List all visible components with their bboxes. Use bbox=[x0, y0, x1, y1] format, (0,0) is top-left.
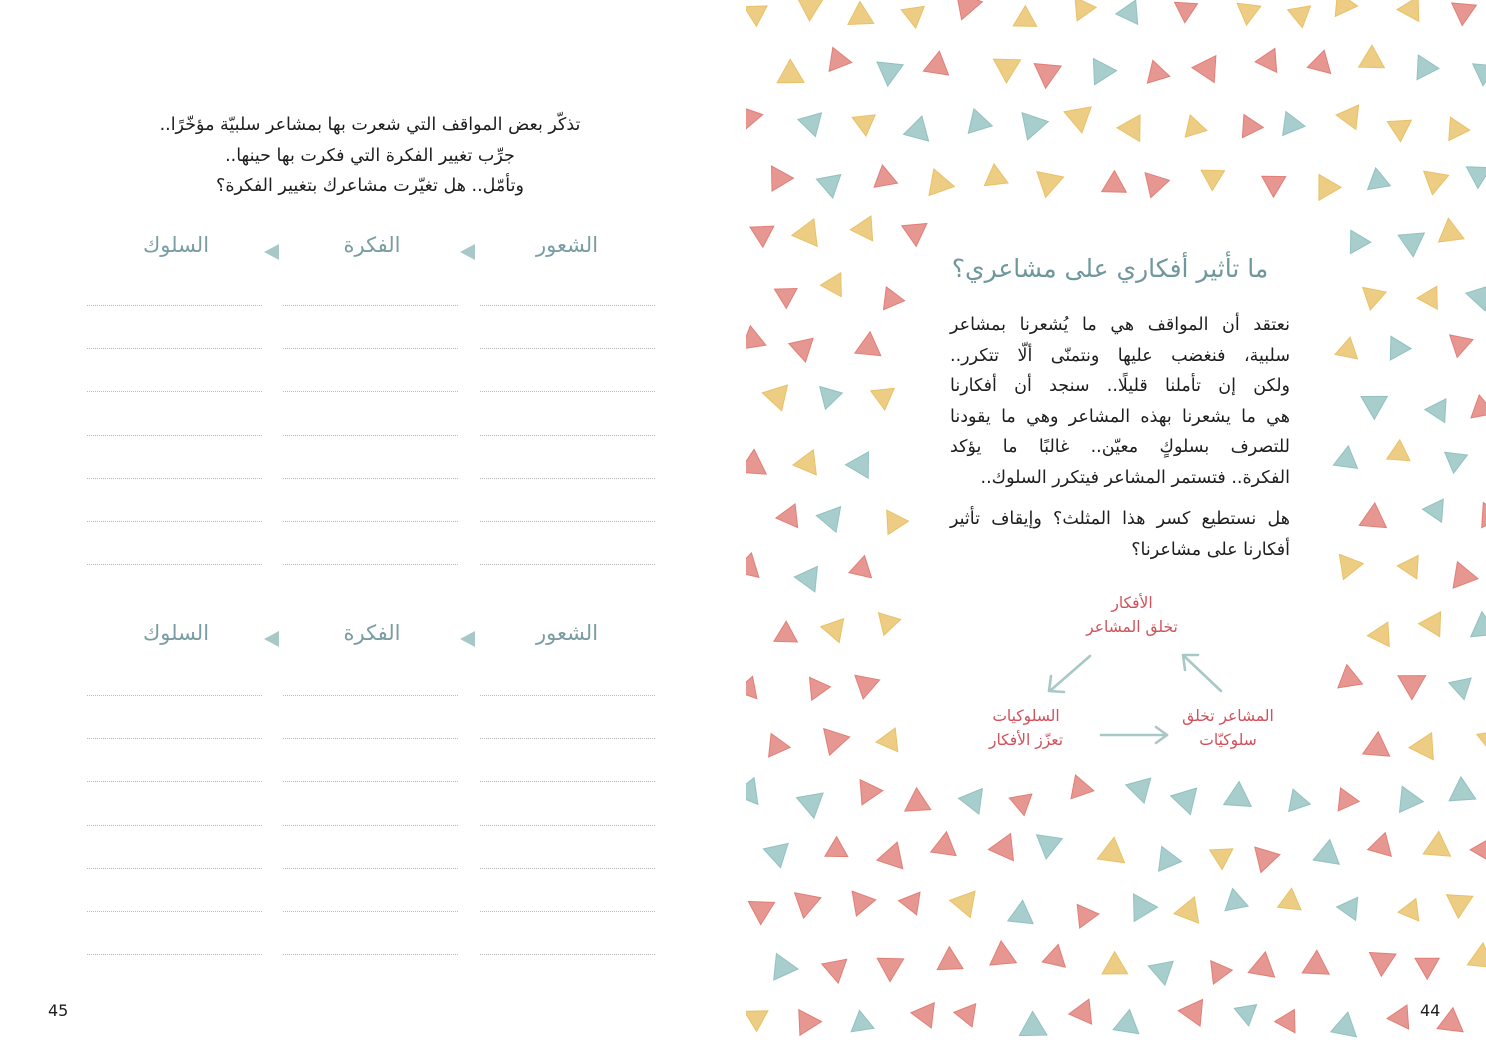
triangle-decoration-icon bbox=[746, 326, 766, 349]
triangle-decoration-icon bbox=[1415, 958, 1439, 979]
writing-line bbox=[283, 695, 458, 696]
triangle-decoration-icon bbox=[884, 287, 905, 310]
triangle-decoration-icon bbox=[1148, 961, 1173, 985]
writing-line bbox=[480, 564, 655, 565]
triangle-decoration-icon bbox=[794, 567, 817, 592]
triangle-decoration-icon bbox=[1255, 48, 1277, 72]
writing-line bbox=[283, 911, 458, 912]
triangle-decoration-icon bbox=[798, 113, 822, 137]
triangle-decoration-icon bbox=[1116, 0, 1138, 24]
writing-line bbox=[480, 738, 655, 739]
triangle-decoration-icon bbox=[923, 51, 948, 75]
writing-line bbox=[480, 868, 655, 869]
triangle-decoration-icon bbox=[1278, 888, 1301, 910]
triangle-decoration-icon bbox=[746, 676, 757, 698]
triangle-decoration-icon bbox=[855, 332, 881, 356]
triangle-decoration-icon bbox=[1171, 788, 1197, 815]
triangle-decoration-icon bbox=[968, 109, 992, 134]
triangle-decoration-icon bbox=[1466, 285, 1486, 311]
triangle-decoration-icon bbox=[1423, 831, 1450, 856]
column-header-behavior: السلوك bbox=[142, 233, 210, 257]
node-label: تخلق المشاعر bbox=[1086, 618, 1178, 636]
triangle-decoration-icon bbox=[1335, 337, 1358, 359]
column-header-thought: الفكرة bbox=[343, 621, 401, 645]
triangle-decoration-icon bbox=[984, 164, 1008, 186]
triangle-decoration-icon bbox=[1368, 168, 1391, 190]
writing-line bbox=[87, 911, 262, 912]
triangle-decoration-icon bbox=[1350, 230, 1371, 253]
column-header-feeling: الشعور bbox=[535, 621, 599, 645]
triangle-decoration-icon bbox=[1473, 64, 1486, 86]
triangle-decoration-icon bbox=[1185, 115, 1207, 137]
triangle-decoration-icon bbox=[950, 891, 975, 918]
triangle-decoration-icon bbox=[1275, 1010, 1295, 1033]
triangle-decoration-icon bbox=[816, 175, 840, 199]
triangle-decoration-icon bbox=[855, 675, 880, 699]
writing-line bbox=[283, 391, 458, 392]
writing-line bbox=[87, 521, 262, 522]
triangle-decoration-icon bbox=[792, 219, 817, 246]
column-header-thought: الفكرة bbox=[343, 233, 401, 257]
triangle-decoration-icon bbox=[1331, 1012, 1357, 1037]
triangle-decoration-icon bbox=[879, 613, 901, 636]
triangle-decoration-icon bbox=[1037, 835, 1063, 859]
writing-line bbox=[87, 954, 262, 955]
triangle-decoration-icon bbox=[1175, 2, 1198, 23]
triangle-decoration-icon bbox=[988, 834, 1013, 861]
triangle-decoration-icon bbox=[1009, 794, 1032, 816]
triangle-decoration-icon bbox=[1417, 286, 1437, 309]
writing-line bbox=[87, 695, 262, 696]
triangle-decoration-icon bbox=[1337, 897, 1358, 920]
writing-line bbox=[87, 868, 262, 869]
triangle-decoration-icon bbox=[1449, 117, 1470, 140]
body-line: هي ما يشعرنا بهذه المشاعر وهي ما يقودنا bbox=[950, 406, 1290, 427]
triangle-decoration-icon bbox=[1437, 1008, 1463, 1032]
triangle-decoration-icon bbox=[1398, 899, 1419, 921]
triangle-decoration-icon bbox=[1387, 120, 1411, 142]
triangle-decoration-icon bbox=[1201, 170, 1224, 191]
triangle-decoration-icon bbox=[1398, 676, 1426, 700]
writing-line bbox=[480, 305, 655, 306]
triangle-decoration-icon bbox=[1242, 115, 1263, 138]
writing-line bbox=[87, 435, 262, 436]
triangle-decoration-icon bbox=[852, 115, 875, 136]
writing-line bbox=[480, 478, 655, 479]
triangle-decoration-icon bbox=[1471, 395, 1486, 418]
node-label: المشاعر تخلق bbox=[1182, 707, 1274, 725]
node-thoughts bbox=[1086, 591, 1178, 639]
writing-line bbox=[480, 695, 655, 696]
triangle-decoration-icon bbox=[1174, 897, 1199, 923]
triangle-decoration-icon bbox=[1467, 943, 1486, 968]
writing-line bbox=[87, 305, 262, 306]
triangle-decoration-icon bbox=[821, 619, 844, 643]
triangle-decoration-icon bbox=[851, 1010, 874, 1031]
triangle-decoration-icon bbox=[1423, 499, 1444, 522]
triangle-decoration-icon bbox=[905, 788, 931, 811]
question-line: أفكارنا على مشاعرنا؟ bbox=[1131, 539, 1290, 560]
triangle-decoration-icon bbox=[1313, 840, 1339, 865]
triangle-left-icon bbox=[264, 244, 279, 260]
triangle-decoration-icon bbox=[774, 621, 798, 642]
triangle-decoration-icon bbox=[1283, 112, 1305, 136]
triangle-decoration-icon bbox=[793, 450, 816, 475]
triangle-decoration-icon bbox=[1450, 335, 1473, 358]
writing-line bbox=[283, 825, 458, 826]
triangle-decoration-icon bbox=[874, 165, 897, 187]
triangle-decoration-icon bbox=[795, 893, 821, 918]
triangle-decoration-icon bbox=[994, 59, 1021, 83]
triangle-left-icon bbox=[460, 244, 475, 260]
triangle-decoration-icon bbox=[1419, 612, 1441, 637]
triangle-decoration-icon bbox=[1225, 889, 1248, 911]
triangle-decoration-icon bbox=[990, 941, 1017, 965]
triangle-decoration-icon bbox=[829, 47, 852, 71]
triangle-decoration-icon bbox=[762, 385, 787, 411]
triangle-decoration-icon bbox=[1400, 786, 1424, 812]
page-number: 44 bbox=[1420, 1001, 1441, 1020]
triangle-decoration-icon bbox=[1069, 999, 1092, 1024]
triangle-decoration-icon bbox=[1102, 952, 1128, 974]
triangle-decoration-icon bbox=[931, 832, 956, 856]
triangle-decoration-icon bbox=[1333, 446, 1357, 469]
triangle-decoration-icon bbox=[1452, 3, 1477, 26]
triangle-decoration-icon bbox=[1037, 172, 1064, 198]
triangle-decoration-icon bbox=[1102, 171, 1127, 193]
triangle-decoration-icon bbox=[1022, 113, 1048, 140]
triangle-decoration-icon bbox=[746, 6, 767, 26]
triangle-decoration-icon bbox=[1248, 952, 1274, 977]
writing-line bbox=[283, 868, 458, 869]
triangle-decoration-icon bbox=[1449, 678, 1471, 700]
triangle-decoration-icon bbox=[1097, 837, 1124, 863]
writing-line bbox=[87, 478, 262, 479]
triangle-decoration-icon bbox=[777, 59, 804, 83]
triangle-decoration-icon bbox=[1368, 833, 1392, 857]
triangle-decoration-icon bbox=[1471, 612, 1486, 637]
triangle-decoration-icon bbox=[774, 954, 798, 981]
writing-line bbox=[480, 521, 655, 522]
triangle-decoration-icon bbox=[1255, 847, 1280, 873]
question-line: هل نستطيع كسر هذا المثلث؟ وإيقاف تأثير bbox=[950, 509, 1290, 529]
writing-line bbox=[480, 825, 655, 826]
triangle-decoration-icon bbox=[1013, 6, 1036, 27]
triangle-decoration-icon bbox=[824, 729, 850, 756]
node-label: السلوكيات bbox=[992, 707, 1060, 725]
writing-line bbox=[283, 781, 458, 782]
triangle-decoration-icon bbox=[810, 677, 831, 700]
triangle-left-icon bbox=[264, 631, 279, 647]
triangle-decoration-icon bbox=[1093, 59, 1116, 85]
triangle-decoration-icon bbox=[904, 116, 929, 141]
triangle-decoration-icon bbox=[1338, 665, 1363, 688]
writing-line bbox=[480, 391, 655, 392]
triangle-decoration-icon bbox=[937, 947, 963, 970]
body-line: الفكرة.. فتستمر المشاعر فيتكرر السلوك.. bbox=[980, 467, 1290, 488]
triangle-decoration-icon bbox=[748, 902, 774, 925]
body-line: ولكن إن تأملنا قليلًا.. سنجد أن أفكارنا bbox=[950, 376, 1290, 396]
triangle-decoration-icon bbox=[1042, 945, 1065, 968]
triangle-decoration-icon bbox=[1211, 961, 1233, 984]
triangle-decoration-icon bbox=[1361, 396, 1387, 419]
triangle-decoration-icon bbox=[1370, 953, 1397, 977]
writing-line bbox=[87, 348, 262, 349]
node-label: تعزّز الأفكار bbox=[988, 731, 1064, 749]
triangle-decoration-icon bbox=[1307, 50, 1330, 73]
triangle-decoration-icon bbox=[1449, 777, 1476, 801]
triangle-decoration-icon bbox=[1397, 555, 1418, 578]
writing-line bbox=[283, 564, 458, 565]
triangle-decoration-icon bbox=[1339, 554, 1363, 579]
writing-line bbox=[283, 738, 458, 739]
triangle-left-icon bbox=[460, 631, 475, 647]
writing-line bbox=[283, 521, 458, 522]
triangle-decoration-icon bbox=[1336, 105, 1359, 129]
triangle-decoration-icon bbox=[1302, 950, 1329, 974]
writing-line bbox=[87, 391, 262, 392]
triangle-decoration-icon bbox=[1387, 440, 1410, 461]
triangle-decoration-icon bbox=[1159, 846, 1182, 871]
triangle-decoration-icon bbox=[1288, 6, 1311, 28]
writing-line bbox=[480, 435, 655, 436]
triangle-decoration-icon bbox=[1453, 562, 1478, 588]
triangle-decoration-icon bbox=[1147, 60, 1169, 83]
triangle-decoration-icon bbox=[850, 216, 872, 241]
writing-line bbox=[283, 954, 458, 955]
triangle-decoration-icon bbox=[901, 6, 924, 28]
triangle-decoration-icon bbox=[1363, 732, 1390, 757]
triangle-decoration-icon bbox=[1367, 622, 1389, 647]
question-paragraph bbox=[950, 504, 1290, 565]
triangle-decoration-icon bbox=[1482, 503, 1486, 528]
triangle-decoration-icon bbox=[1398, 233, 1424, 257]
triangle-decoration-icon bbox=[849, 556, 872, 578]
triangle-decoration-icon bbox=[1390, 336, 1411, 360]
triangle-decoration-icon bbox=[1289, 789, 1311, 811]
triangle-decoration-icon bbox=[1075, 0, 1096, 21]
writing-line bbox=[283, 435, 458, 436]
triangle-decoration-icon bbox=[1064, 107, 1091, 133]
triangle-decoration-icon bbox=[1417, 55, 1439, 80]
writing-line bbox=[283, 305, 458, 306]
triangle-decoration-icon bbox=[1338, 788, 1359, 811]
triangle-decoration-icon bbox=[1447, 895, 1473, 919]
triangle-decoration-icon bbox=[820, 273, 841, 297]
node-label: سلوكيّات bbox=[1199, 731, 1257, 749]
triangle-decoration-icon bbox=[1077, 904, 1099, 928]
triangle-decoration-icon bbox=[848, 2, 874, 25]
page-title: ما تأثير أفكاري على مشاعري؟ bbox=[951, 254, 1269, 283]
triangle-decoration-icon bbox=[816, 507, 840, 533]
triangle-decoration-icon bbox=[846, 452, 869, 479]
triangle-decoration-icon bbox=[1210, 849, 1233, 870]
writing-line bbox=[87, 738, 262, 739]
triangle-decoration-icon bbox=[1359, 45, 1385, 68]
triangle-decoration-icon bbox=[822, 959, 847, 983]
writing-line bbox=[480, 348, 655, 349]
triangle-decoration-icon bbox=[1071, 775, 1094, 799]
writing-line bbox=[87, 564, 262, 565]
writing-line bbox=[480, 781, 655, 782]
triangle-decoration-icon bbox=[877, 842, 903, 869]
triangle-decoration-icon bbox=[797, 793, 824, 818]
triangle-decoration-icon bbox=[799, 1010, 822, 1036]
triangle-decoration-icon bbox=[959, 789, 983, 815]
triangle-decoration-icon bbox=[1019, 1011, 1047, 1035]
writing-line bbox=[283, 348, 458, 349]
triangle-decoration-icon bbox=[1387, 1005, 1409, 1029]
writing-line bbox=[480, 954, 655, 955]
triangle-decoration-icon bbox=[1425, 399, 1446, 423]
triangle-decoration-icon bbox=[1178, 999, 1202, 1026]
triangle-decoration-icon bbox=[763, 843, 788, 867]
body-line: سلبية، فنغضب عليها ونتمنّى ألّا تتكرر.. bbox=[950, 345, 1290, 366]
body-line: نعتقد أن المواقف هي ما يُشعرنا بمشاعر bbox=[950, 315, 1290, 335]
instruction-line: جرِّب تغيير الفكرة التي فكرت بها حينها.. bbox=[225, 145, 515, 166]
triangle-decoration-icon bbox=[877, 958, 904, 981]
triangle-decoration-icon bbox=[1397, 0, 1419, 21]
writing-line bbox=[480, 911, 655, 912]
triangle-decoration-icon bbox=[769, 734, 791, 758]
triangle-decoration-icon bbox=[1470, 837, 1486, 864]
right-page bbox=[746, 0, 1486, 1052]
triangle-decoration-icon bbox=[1439, 218, 1465, 242]
writing-line bbox=[87, 825, 262, 826]
triangle-decoration-icon bbox=[1134, 894, 1158, 921]
triangle-decoration-icon bbox=[746, 778, 758, 805]
writing-line bbox=[87, 781, 262, 782]
triangle-decoration-icon bbox=[852, 891, 876, 916]
triangle-decoration-icon bbox=[1192, 56, 1216, 83]
triangle-decoration-icon bbox=[774, 289, 797, 309]
triangle-decoration-icon bbox=[1335, 0, 1357, 16]
instruction-line: تذكّر بعض المواقف التي شعرت بها بمشاعر سلبيّة مؤخّرًا.. bbox=[159, 115, 581, 135]
triangle-decoration-icon bbox=[1117, 115, 1140, 142]
triangle-decoration-icon bbox=[871, 388, 895, 410]
triangle-decoration-icon bbox=[797, 0, 824, 21]
triangle-decoration-icon bbox=[1445, 452, 1468, 473]
triangle-decoration-icon bbox=[1145, 173, 1169, 198]
writing-line bbox=[283, 478, 458, 479]
triangle-decoration-icon bbox=[1262, 176, 1286, 197]
triangle-decoration-icon bbox=[776, 504, 798, 528]
triangle-decoration-icon bbox=[746, 553, 759, 578]
triangle-decoration-icon bbox=[789, 338, 813, 362]
triangle-decoration-icon bbox=[1034, 64, 1061, 89]
triangle-decoration-icon bbox=[887, 510, 909, 534]
triangle-decoration-icon bbox=[911, 1003, 934, 1028]
node-feelings bbox=[1182, 704, 1274, 752]
body-paragraph bbox=[950, 310, 1290, 493]
node-behaviors bbox=[989, 704, 1063, 752]
worksheet-instructions bbox=[130, 110, 610, 202]
column-header-behavior: السلوك bbox=[142, 621, 210, 645]
triangle-decoration-icon bbox=[902, 224, 927, 247]
triangle-decoration-icon bbox=[1319, 175, 1341, 201]
triangle-decoration-icon bbox=[899, 892, 921, 915]
node-label: الأفكار bbox=[1111, 594, 1153, 612]
triangle-decoration-icon bbox=[772, 166, 794, 191]
triangle-decoration-icon bbox=[860, 780, 883, 805]
page-number: 45 bbox=[48, 1001, 69, 1020]
triangle-decoration-icon bbox=[954, 1004, 976, 1027]
triangle-decoration-icon bbox=[1008, 900, 1033, 923]
triangle-decoration-icon bbox=[929, 169, 954, 196]
triangle-decoration-icon bbox=[957, 0, 983, 20]
triangle-decoration-icon bbox=[820, 387, 843, 410]
triangle-decoration-icon bbox=[1237, 3, 1261, 25]
triangle-decoration-icon bbox=[750, 226, 774, 247]
triangle-decoration-icon bbox=[1363, 287, 1386, 310]
instruction-line: وتأمّل.. هل تغيّرت مشاعرك بتغيير الفكرة؟ bbox=[216, 176, 524, 196]
triangle-decoration-icon bbox=[1359, 503, 1386, 528]
triangle-decoration-icon bbox=[746, 1011, 768, 1032]
triangle-decoration-icon bbox=[825, 837, 848, 857]
body-line: للتصرف بسلوكٍ معيّن.. غالبًا ما يؤكد bbox=[950, 437, 1290, 457]
triangle-decoration-icon bbox=[1224, 782, 1252, 807]
triangle-decoration-icon bbox=[1409, 733, 1433, 760]
triangle-decoration-icon bbox=[877, 62, 903, 86]
triangle-decoration-icon bbox=[1477, 731, 1486, 753]
column-header-feeling: الشعور bbox=[535, 233, 599, 257]
info-box bbox=[926, 238, 1324, 768]
triangle-decoration-icon bbox=[1113, 1010, 1139, 1034]
triangle-decoration-icon bbox=[746, 107, 763, 130]
triangle-decoration-icon bbox=[876, 728, 898, 752]
triangle-decoration-icon bbox=[1466, 167, 1486, 189]
triangle-decoration-icon bbox=[1234, 1005, 1256, 1026]
triangle-decoration-icon bbox=[1126, 778, 1151, 803]
triangle-decoration-icon bbox=[1424, 171, 1449, 195]
triangle-decoration-icon bbox=[746, 449, 766, 474]
